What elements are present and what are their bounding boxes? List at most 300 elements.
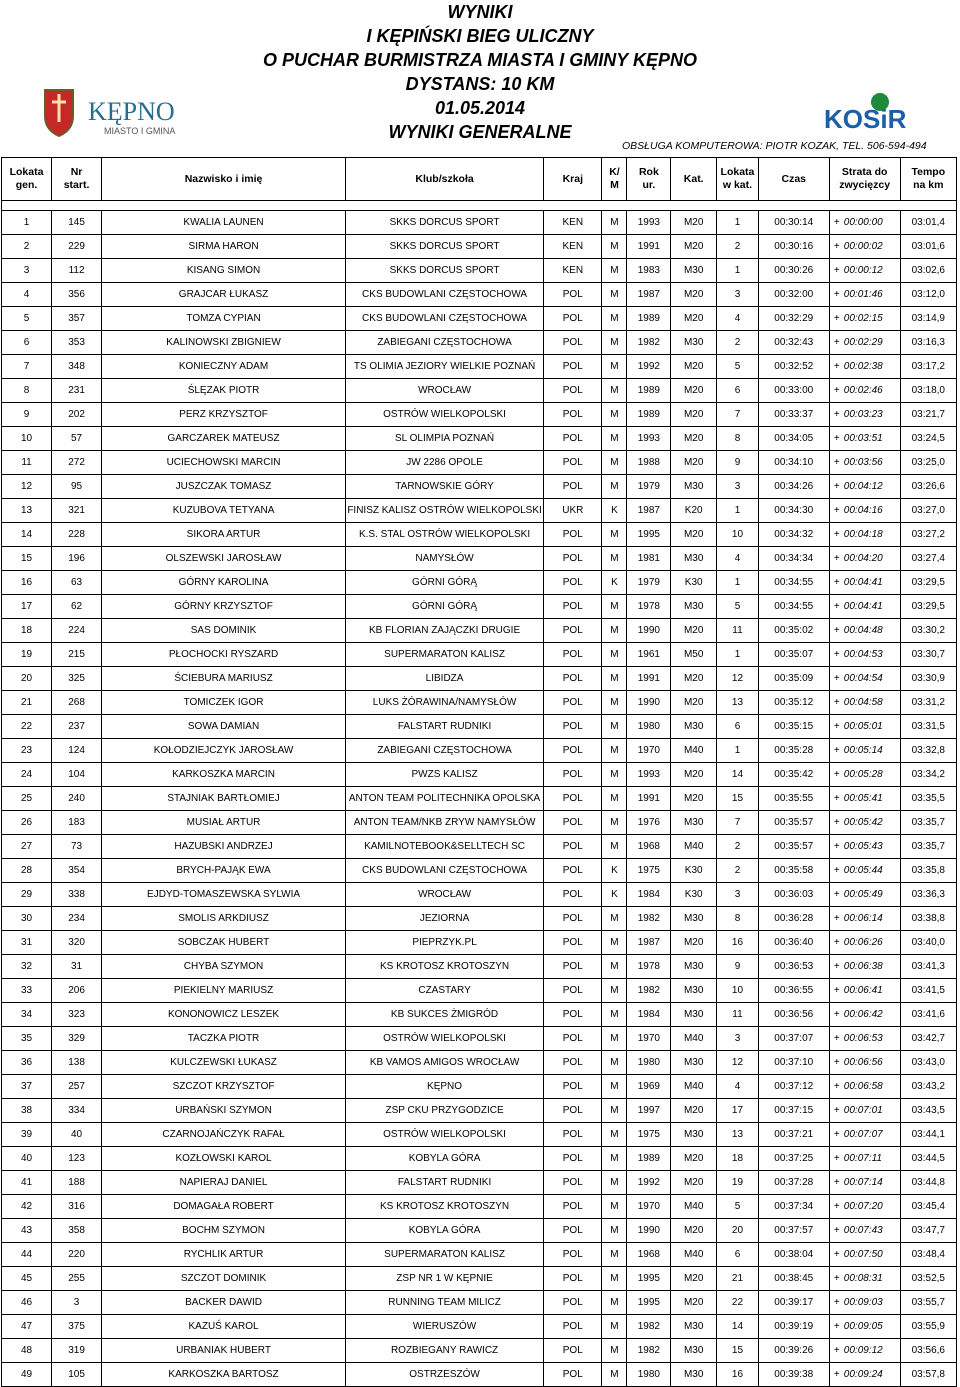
- cell-sex: M: [602, 763, 627, 787]
- cell-plus: +: [829, 1123, 844, 1147]
- cell-sex: M: [602, 1291, 627, 1315]
- cell-country: KEN: [544, 259, 602, 283]
- cell-start-number: 224: [52, 619, 102, 643]
- cell-category: M30: [671, 979, 717, 1003]
- cell-category: M20: [671, 1267, 717, 1291]
- cell-time: 00:36:55: [758, 979, 829, 1003]
- cell-birth-year: 1990: [627, 1219, 671, 1243]
- cell-time: 00:37:10: [758, 1051, 829, 1075]
- cell-place: 46: [2, 1291, 52, 1315]
- cell-club: TARNOWSKIE GÓRY: [346, 475, 544, 499]
- cell-time-behind: 00:04:41: [844, 571, 900, 595]
- cell-time-behind: 00:07:01: [844, 1099, 900, 1123]
- cell-country: POL: [544, 979, 602, 1003]
- cell-name: KISANG SIMON: [102, 259, 346, 283]
- cell-start-number: 255: [52, 1267, 102, 1291]
- cell-category: M30: [671, 1051, 717, 1075]
- cell-birth-year: 1980: [627, 1051, 671, 1075]
- cell-country: POL: [544, 931, 602, 955]
- cell-time-behind: 00:09:24: [844, 1363, 900, 1387]
- cell-time-behind: 00:04:12: [844, 475, 900, 499]
- cell-category: M20: [671, 403, 717, 427]
- cell-place: 24: [2, 763, 52, 787]
- cell-plus: +: [829, 1027, 844, 1051]
- cell-pace: 03:24,5: [900, 427, 956, 451]
- cell-start-number: 348: [52, 355, 102, 379]
- cell-sex: M: [602, 1339, 627, 1363]
- col-header-lokata-gen: Lokata gen.: [2, 158, 52, 201]
- cell-time: 00:37:28: [758, 1171, 829, 1195]
- cell-plus: +: [829, 427, 844, 451]
- cell-country: POL: [544, 403, 602, 427]
- table-row: [2, 571, 957, 595]
- cell-time-behind: 00:06:26: [844, 931, 900, 955]
- cell-time: 00:35:42: [758, 763, 829, 787]
- cell-name: CZARNOJAŃCZYK RAFAŁ: [102, 1123, 346, 1147]
- table-row: [2, 211, 957, 235]
- cell-sex: M: [602, 643, 627, 667]
- cell-category-place: 8: [717, 427, 759, 451]
- cell-category: M20: [671, 451, 717, 475]
- cell-plus: +: [829, 235, 844, 259]
- cell-start-number: 202: [52, 403, 102, 427]
- cell-birth-year: 1969: [627, 1075, 671, 1099]
- cell-name: URBAŃSKI SZYMON: [102, 1099, 346, 1123]
- cell-pace: 03:31,5: [900, 715, 956, 739]
- cell-pace: 03:29,5: [900, 571, 956, 595]
- cell-category: M20: [671, 235, 717, 259]
- cell-club: FALSTART RUDNIKI: [346, 715, 544, 739]
- cell-club: KB SUKCES ŻMIGRÓD: [346, 1003, 544, 1027]
- cell-pace: 03:41,6: [900, 1003, 956, 1027]
- cell-pace: 03:44,1: [900, 1123, 956, 1147]
- cell-club: CKS BUDOWLANI CZĘSTOCHOWA: [346, 307, 544, 331]
- cell-time: 00:34:30: [758, 499, 829, 523]
- cell-name: TACZKA PIOTR: [102, 1027, 346, 1051]
- cell-place: 35: [2, 1027, 52, 1051]
- cell-pace: 03:47,7: [900, 1219, 956, 1243]
- cell-plus: +: [829, 811, 844, 835]
- cell-time: 00:37:25: [758, 1147, 829, 1171]
- cell-pace: 03:48,4: [900, 1243, 956, 1267]
- cell-name: SIKORA ARTUR: [102, 523, 346, 547]
- cell-pace: 03:26,6: [900, 475, 956, 499]
- cell-birth-year: 1982: [627, 907, 671, 931]
- table-row: [2, 235, 957, 259]
- cell-time-behind: 00:07:20: [844, 1195, 900, 1219]
- cell-sex: M: [602, 931, 627, 955]
- cell-name: SIRMA HARON: [102, 235, 346, 259]
- cell-time-behind: 00:05:44: [844, 859, 900, 883]
- cell-category: M30: [671, 1003, 717, 1027]
- cell-time: 00:36:56: [758, 1003, 829, 1027]
- cell-category: M30: [671, 475, 717, 499]
- cell-start-number: 57: [52, 427, 102, 451]
- cell-club: OSTRZESZÓW: [346, 1363, 544, 1387]
- cell-sex: M: [602, 355, 627, 379]
- cell-start-number: 358: [52, 1219, 102, 1243]
- cell-birth-year: 1993: [627, 427, 671, 451]
- cell-place: 25: [2, 787, 52, 811]
- cell-category-place: 4: [717, 1075, 759, 1099]
- cell-pace: 03:41,3: [900, 955, 956, 979]
- cell-country: POL: [544, 715, 602, 739]
- cell-time-behind: 00:06:38: [844, 955, 900, 979]
- cell-category: M20: [671, 1291, 717, 1315]
- cell-category: M20: [671, 1171, 717, 1195]
- table-row: [2, 1363, 957, 1387]
- cell-name: ŚLĘZAK PIOTR: [102, 379, 346, 403]
- cell-sex: M: [602, 907, 627, 931]
- cell-category-place: 22: [717, 1291, 759, 1315]
- cell-place: 37: [2, 1075, 52, 1099]
- cell-country: POL: [544, 1147, 602, 1171]
- cell-time-behind: 00:06:42: [844, 1003, 900, 1027]
- table-row: [2, 859, 957, 883]
- cell-club: KĘPNO: [346, 1075, 544, 1099]
- cell-pace: 03:45,4: [900, 1195, 956, 1219]
- cell-category: M20: [671, 787, 717, 811]
- table-row: [2, 667, 957, 691]
- cell-category: M20: [671, 523, 717, 547]
- cell-sex: M: [602, 1363, 627, 1387]
- cell-time-behind: 00:07:07: [844, 1123, 900, 1147]
- col-header-category: Kat.: [671, 158, 717, 201]
- cell-place: 23: [2, 739, 52, 763]
- cell-club: RUNNING TEAM MILICZ: [346, 1291, 544, 1315]
- cell-category-place: 3: [717, 1027, 759, 1051]
- cell-place: 21: [2, 691, 52, 715]
- cell-sex: M: [602, 667, 627, 691]
- cell-club: SKKS DORCUS SPORT: [346, 235, 544, 259]
- cell-category: M20: [671, 667, 717, 691]
- cell-country: POL: [544, 547, 602, 571]
- col-header-kraj: Kraj: [544, 158, 602, 201]
- cell-name: BOCHM SZYMON: [102, 1219, 346, 1243]
- cell-name: KAZUŚ KAROL: [102, 1315, 346, 1339]
- cell-time-behind: 00:05:41: [844, 787, 900, 811]
- table-row: [2, 1219, 957, 1243]
- cell-sex: M: [602, 235, 627, 259]
- cell-name: MUSIAŁ ARTUR: [102, 811, 346, 835]
- cell-place: 27: [2, 835, 52, 859]
- cell-country: POL: [544, 1339, 602, 1363]
- cell-plus: +: [829, 739, 844, 763]
- cell-pace: 03:57,8: [900, 1363, 956, 1387]
- cell-time: 00:34:05: [758, 427, 829, 451]
- cell-country: KEN: [544, 211, 602, 235]
- cell-category: M20: [671, 691, 717, 715]
- cell-category: M40: [671, 835, 717, 859]
- cell-birth-year: 1991: [627, 667, 671, 691]
- cell-category-place: 1: [717, 643, 759, 667]
- cell-category-place: 6: [717, 1243, 759, 1267]
- cell-country: POL: [544, 811, 602, 835]
- cell-time: 00:35:12: [758, 691, 829, 715]
- table-row: [2, 643, 957, 667]
- cell-place: 32: [2, 955, 52, 979]
- cell-pace: 03:12,0: [900, 283, 956, 307]
- cell-pace: 03:35,7: [900, 835, 956, 859]
- cell-pace: 03:30,9: [900, 667, 956, 691]
- cell-start-number: 215: [52, 643, 102, 667]
- cell-start-number: 105: [52, 1363, 102, 1387]
- cell-sex: M: [602, 379, 627, 403]
- cell-category-place: 15: [717, 1339, 759, 1363]
- cell-start-number: 220: [52, 1243, 102, 1267]
- cell-category: M20: [671, 355, 717, 379]
- cell-category: M20: [671, 379, 717, 403]
- cell-time: 00:34:26: [758, 475, 829, 499]
- cell-name: SOWA DAMIAN: [102, 715, 346, 739]
- cell-place: 41: [2, 1171, 52, 1195]
- cell-birth-year: 1980: [627, 715, 671, 739]
- cell-birth-year: 1982: [627, 1339, 671, 1363]
- cell-pace: 03:29,5: [900, 595, 956, 619]
- table-row: [2, 379, 957, 403]
- cell-start-number: 138: [52, 1051, 102, 1075]
- cell-category-place: 4: [717, 547, 759, 571]
- cell-birth-year: 1981: [627, 547, 671, 571]
- cell-club: JEZIORNA: [346, 907, 544, 931]
- cell-category-place: 11: [717, 1003, 759, 1027]
- cell-category-place: 1: [717, 571, 759, 595]
- cell-plus: +: [829, 1291, 844, 1315]
- table-row: [2, 739, 957, 763]
- cell-place: 28: [2, 859, 52, 883]
- cell-category-place: 2: [717, 859, 759, 883]
- table-row: [2, 1291, 957, 1315]
- cell-name: URBANIAK HUBERT: [102, 1339, 346, 1363]
- cell-place: 3: [2, 259, 52, 283]
- cell-country: POL: [544, 763, 602, 787]
- cell-category-place: 21: [717, 1267, 759, 1291]
- cell-pace: 03:41,5: [900, 979, 956, 1003]
- cell-plus: +: [829, 379, 844, 403]
- cell-category: M20: [671, 307, 717, 331]
- cell-time-behind: 00:07:11: [844, 1147, 900, 1171]
- cell-start-number: 62: [52, 595, 102, 619]
- cell-country: POL: [544, 859, 602, 883]
- cell-category: M20: [671, 619, 717, 643]
- cell-time: 00:30:14: [758, 211, 829, 235]
- table-row: [2, 835, 957, 859]
- cell-club: WIERUSZÓW: [346, 1315, 544, 1339]
- cell-time-behind: 00:07:14: [844, 1171, 900, 1195]
- cell-time-behind: 00:09:03: [844, 1291, 900, 1315]
- cell-country: POL: [544, 787, 602, 811]
- cell-name: SMOLIS ARKDIUSZ: [102, 907, 346, 931]
- cell-pace: 03:40,0: [900, 931, 956, 955]
- table-row: [2, 1195, 957, 1219]
- cell-pace: 03:52,5: [900, 1267, 956, 1291]
- cell-time-behind: 00:07:43: [844, 1219, 900, 1243]
- title-line: 01.05.2014: [434, 98, 526, 118]
- table-row: [2, 427, 957, 451]
- cell-plus: +: [829, 571, 844, 595]
- cell-category-place: 7: [717, 403, 759, 427]
- cell-sex: K: [602, 859, 627, 883]
- cell-plus: +: [829, 1099, 844, 1123]
- cell-country: POL: [544, 1363, 602, 1387]
- cell-place: 6: [2, 331, 52, 355]
- cell-time-behind: 00:05:14: [844, 739, 900, 763]
- cell-time-behind: 00:06:41: [844, 979, 900, 1003]
- cell-time: 00:39:26: [758, 1339, 829, 1363]
- cell-time-behind: 00:04:54: [844, 667, 900, 691]
- cell-category: M30: [671, 1315, 717, 1339]
- cell-pace: 03:17,2: [900, 355, 956, 379]
- cell-plus: +: [829, 1363, 844, 1387]
- cell-plus: +: [829, 1051, 844, 1075]
- cell-birth-year: 1989: [627, 307, 671, 331]
- cell-place: 26: [2, 811, 52, 835]
- cell-sex: M: [602, 1123, 627, 1147]
- cell-time: 00:39:38: [758, 1363, 829, 1387]
- table-row: [2, 619, 957, 643]
- cell-club: TS OLIMIA JEZIORY WIELKIE POZNAŃ: [346, 355, 544, 379]
- cell-pace: 03:27,0: [900, 499, 956, 523]
- cell-place: 13: [2, 499, 52, 523]
- cell-place: 47: [2, 1315, 52, 1339]
- cell-time: 00:34:55: [758, 571, 829, 595]
- cell-category: M30: [671, 715, 717, 739]
- cell-club: KOBYLA GÓRA: [346, 1147, 544, 1171]
- cell-time-behind: 00:02:29: [844, 331, 900, 355]
- cell-pace: 03:27,2: [900, 523, 956, 547]
- cell-club: GÓRNI GÓRĄ: [346, 571, 544, 595]
- cell-plus: +: [829, 1267, 844, 1291]
- cell-time: 00:37:12: [758, 1075, 829, 1099]
- cell-pace: 03:31,2: [900, 691, 956, 715]
- cell-sex: M: [602, 1099, 627, 1123]
- cell-start-number: 31: [52, 955, 102, 979]
- cell-category-place: 9: [717, 451, 759, 475]
- cell-category: M20: [671, 427, 717, 451]
- cell-time: 00:35:09: [758, 667, 829, 691]
- cell-start-number: 40: [52, 1123, 102, 1147]
- cell-time: 00:36:28: [758, 907, 829, 931]
- cell-club: OSTRÓW WIELKOPOLSKI: [346, 1027, 544, 1051]
- cell-plus: +: [829, 931, 844, 955]
- cell-time: 00:34:55: [758, 595, 829, 619]
- cell-country: POL: [544, 1123, 602, 1147]
- cell-birth-year: 1987: [627, 931, 671, 955]
- cell-country: POL: [544, 1027, 602, 1051]
- cell-place: 40: [2, 1147, 52, 1171]
- cell-sex: M: [602, 979, 627, 1003]
- cell-birth-year: 1993: [627, 763, 671, 787]
- cell-name: PERZ KRZYSZTOF: [102, 403, 346, 427]
- cell-country: POL: [544, 907, 602, 931]
- cell-birth-year: 1989: [627, 403, 671, 427]
- table-row: [2, 475, 957, 499]
- cell-country: POL: [544, 331, 602, 355]
- cell-pace: 03:55,7: [900, 1291, 956, 1315]
- cell-sex: M: [602, 1243, 627, 1267]
- cell-plus: +: [829, 643, 844, 667]
- cell-plus: +: [829, 211, 844, 235]
- cell-time: 00:35:57: [758, 811, 829, 835]
- cell-name: STAJNIAK BARTŁOMIEJ: [102, 787, 346, 811]
- cell-start-number: 63: [52, 571, 102, 595]
- cell-category-place: 6: [717, 379, 759, 403]
- cell-plus: +: [829, 595, 844, 619]
- cell-country: POL: [544, 1051, 602, 1075]
- cell-name: SZCZOT KRZYSZTOF: [102, 1075, 346, 1099]
- cell-name: KWALIA LAUNEN: [102, 211, 346, 235]
- cell-time: 00:35:57: [758, 835, 829, 859]
- cell-sex: M: [602, 835, 627, 859]
- cell-place: 44: [2, 1243, 52, 1267]
- cell-start-number: 206: [52, 979, 102, 1003]
- cell-plus: +: [829, 859, 844, 883]
- cell-category: M20: [671, 1099, 717, 1123]
- cell-name: ŚCIEBURA MARIUSZ: [102, 667, 346, 691]
- cell-category: M20: [671, 1219, 717, 1243]
- cell-sex: M: [602, 811, 627, 835]
- cell-start-number: 353: [52, 331, 102, 355]
- table-row: [2, 547, 957, 571]
- cell-time-behind: 00:04:48: [844, 619, 900, 643]
- cell-place: 31: [2, 931, 52, 955]
- table-row: [2, 1027, 957, 1051]
- cell-club: KOBYLA GÓRA: [346, 1219, 544, 1243]
- cell-sex: K: [602, 499, 627, 523]
- cell-category-place: 1: [717, 259, 759, 283]
- cell-club: WROCŁAW: [346, 883, 544, 907]
- cell-plus: +: [829, 283, 844, 307]
- cell-pace: 03:25,0: [900, 451, 956, 475]
- cell-category-place: 3: [717, 883, 759, 907]
- cell-place: 36: [2, 1051, 52, 1075]
- cell-category-place: 1: [717, 739, 759, 763]
- cell-category: M20: [671, 931, 717, 955]
- cell-sex: M: [602, 619, 627, 643]
- cell-birth-year: 1995: [627, 1267, 671, 1291]
- cell-time: 00:39:19: [758, 1315, 829, 1339]
- cell-pace: 03:42,7: [900, 1027, 956, 1051]
- cell-time: 00:37:57: [758, 1219, 829, 1243]
- cell-start-number: 338: [52, 883, 102, 907]
- cell-start-number: 188: [52, 1171, 102, 1195]
- cell-club: KB FLORIAN ZAJĄCZKI DRUGIE: [346, 619, 544, 643]
- cell-time-behind: 00:04:18: [844, 523, 900, 547]
- cell-place: 38: [2, 1099, 52, 1123]
- cell-sex: M: [602, 1003, 627, 1027]
- cell-country: POL: [544, 1291, 602, 1315]
- cell-plus: +: [829, 451, 844, 475]
- cell-category: M40: [671, 739, 717, 763]
- col-header-strata: Strata do zwycięzcy: [829, 158, 900, 201]
- cell-pace: 03:43,0: [900, 1051, 956, 1075]
- cell-time: 00:35:02: [758, 619, 829, 643]
- cell-place: 18: [2, 619, 52, 643]
- cell-time: 00:34:10: [758, 451, 829, 475]
- cell-pace: 03:38,8: [900, 907, 956, 931]
- cell-birth-year: 1970: [627, 739, 671, 763]
- cell-start-number: 334: [52, 1099, 102, 1123]
- cell-start-number: 320: [52, 931, 102, 955]
- cell-birth-year: 1990: [627, 619, 671, 643]
- cell-place: 43: [2, 1219, 52, 1243]
- cell-country: POL: [544, 955, 602, 979]
- cell-category: M30: [671, 811, 717, 835]
- cell-place: 42: [2, 1195, 52, 1219]
- cell-birth-year: 1987: [627, 283, 671, 307]
- cell-club: FINISZ KALISZ OSTRÓW WIELKOPOLSKI: [346, 499, 544, 523]
- cell-pace: 03:18,0: [900, 379, 956, 403]
